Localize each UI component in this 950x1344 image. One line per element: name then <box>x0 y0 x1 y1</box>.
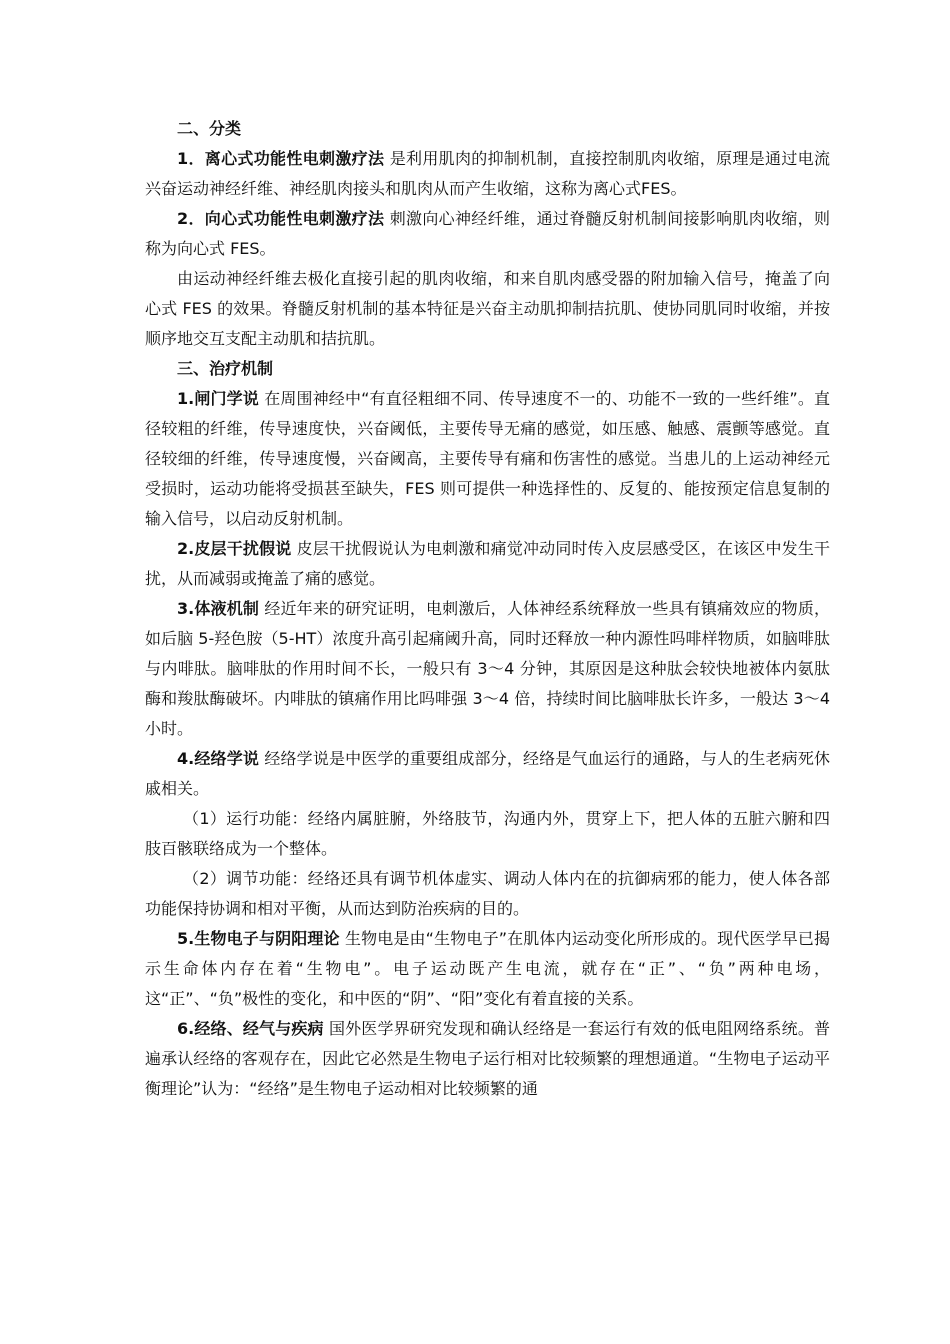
paragraph-text: 在周围神经中“有直径粗细不同、传导速度不一的、功能不一致的一些纤维”。直径较粗的纤维，传导速度快，兴奋阈低，主要传导无痛的感觉，如压感、触感、震颤等感觉。直径较细的纤维，传导速度慢，兴奋阈高，主要传导有痛和伤害性的感觉。当患儿的上运动神经元受损时，运动功能将受损甚至缺失，FES 则可提供一种选择性的、反复的、能按预定信息复制的输入信号，以启动反射机制。 <box>145 389 830 528</box>
paragraph-meridian-theory <box>145 744 830 804</box>
paragraph-centrifugal-fes <box>145 144 830 204</box>
paragraph-humoral-mechanism <box>145 594 830 744</box>
paragraph-lead: 2．向心式功能性电刺激疗法 <box>177 209 385 228</box>
paragraph-cortical-interference <box>145 534 830 594</box>
paragraph-lead: 1．离心式功能性电刺激疗法 <box>177 149 385 168</box>
paragraph-meridian-qi-disease <box>145 1014 830 1104</box>
paragraph-text: 刺激向心神经纤维，通过脊髓反射机制间接影响肌肉收缩，则称为向心式 FES。 <box>145 209 831 258</box>
paragraph-reflex-mechanism: 由运动神经纤维去极化直接引起的肌肉收缩，和来自肌肉感受器的附加输入信号，掩盖了向心式 FES 的效果。脊髓反射机制的基本特征是兴奋主动肌抑制拮抗肌、使协同肌同时收缩，并按顺序地交互支配主动肌和拮抗肌。 <box>145 269 830 348</box>
paragraph-meridian-regulation: （2）调节功能：经络还具有调节机体虚实、调动人体内在的抗御病邪的能力，使人体各部功能保持协调和相对平衡，从而达到防治疾病的目的。 <box>145 869 830 918</box>
section-heading-classification: 二、分类 <box>177 119 242 138</box>
paragraph-lead: 4.经络学说 <box>177 749 260 768</box>
paragraph-bioelectron-yinyang <box>145 924 830 1014</box>
paragraph-text: 皮层干扰假说认为电刺激和痛觉冲动同时传入皮层感受区，在该区中发生干扰，从而减弱或掩盖了痛的感觉。 <box>145 539 830 588</box>
paragraph-lead: 3.体液机制 <box>177 599 260 618</box>
paragraph-centripetal-fes <box>145 204 830 264</box>
paragraph-lead: 2.皮层干扰假说 <box>177 539 292 558</box>
paragraph-meridian-operation: （1）运行功能：经络内属脏腑，外络肢节，沟通内外，贯穿上下，把人体的五脏六腑和四肢百骸联络成为一个整体。 <box>145 809 830 858</box>
paragraph-lead: 5.生物电子与阴阳理论 <box>177 929 340 948</box>
paragraph-text: 经近年来的研究证明，电刺激后，人体神经系统释放一些具有镇痛效应的物质，如后脑 5-羟色胺（5-HT）浓度升高引起痛阈升高，同时还释放一种内源性吗啡样物质，如脑啡肽与内啡肽。脑啡肽的作用时间不长，一般只有 3～4 分钟，其原因是这种肽会较快地被体内氨肽酶和羧肽酶破坏。内啡肽的镇痛作用比吗啡强 3～4 倍，持续时间比脑啡肽长许多，一般达 3～4 小时。 <box>145 599 831 738</box>
paragraph-lead: 6.经络、经气与疾病 <box>177 1019 324 1038</box>
section-heading-mechanism: 三、治疗机制 <box>177 359 274 378</box>
paragraph-text: 国外医学界研究发现和确认经络是一套运行有效的低电阻网络系统。普遍承认经络的客观存在，因此它必然是生物电子运行相对比较频繁的理想通道。“生物电子运动平衡理论”认为：“经络”是生物电子运动相对比较频繁的通 <box>145 1019 830 1098</box>
paragraph-text: 经络学说是中医学的重要组成部分，经络是气血运行的通路，与人的生老病死休戚相关。 <box>145 749 831 798</box>
paragraph-gate-theory <box>145 384 830 534</box>
paragraph-text: 是利用肌肉的抑制机制，直接控制肌肉收缩，原理是通过电流兴奋运动神经纤维、神经肌肉接头和肌肉从而产生收缩，这称为离心式FES。 <box>145 149 831 198</box>
document-body <box>145 114 830 1104</box>
paragraph-lead: 1.闸门学说 <box>177 389 259 408</box>
paragraph-text: 生物电是由“生物电子”在肌体内运动变化所形成的。现代医学早已揭示生命体内存在着“生物电”。电子运动既产生电流，就存在“正”、“负”两种电场，这“正”、“负”极性的变化，和中医的“阴”、“阳”变化有着直接的关系。 <box>145 929 830 1008</box>
